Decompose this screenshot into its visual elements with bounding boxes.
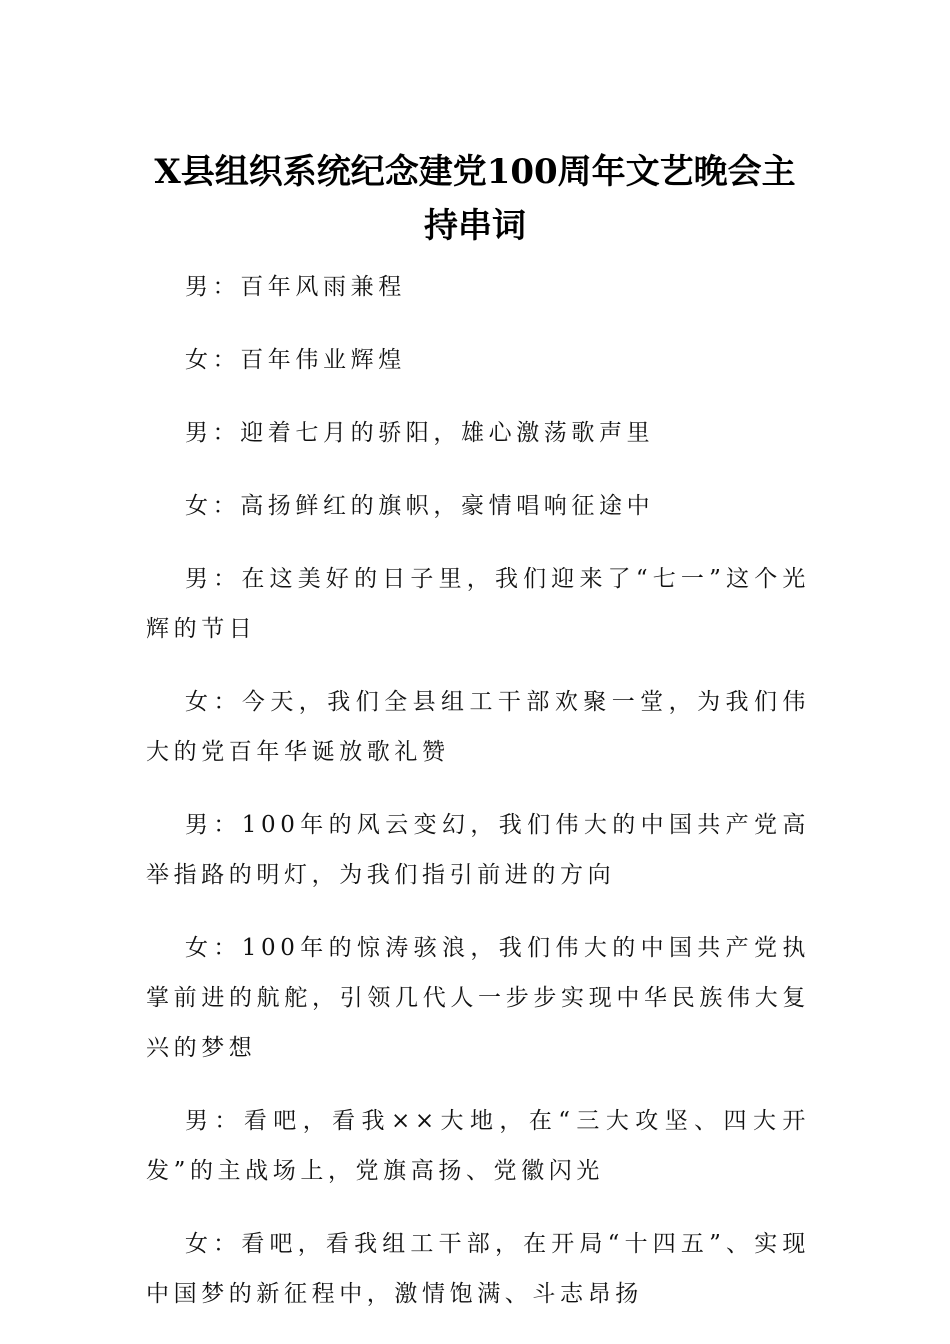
script-line bbox=[146, 262, 810, 312]
line-text: 今天，我们全县组工干部欢聚一堂，为我们伟大的党百年华诞放歌礼赞 bbox=[146, 689, 811, 765]
script-line bbox=[146, 335, 810, 385]
script-line bbox=[146, 481, 810, 531]
line-text: 百年伟业辉煌 bbox=[240, 347, 406, 373]
line-text: 迎着七月的骄阳，雄心激荡歌声里 bbox=[240, 420, 655, 446]
script-line bbox=[146, 1219, 810, 1319]
line-text: 看吧，看我××大地，在“三大攻坚、四大开发”的主战场上，党旗高扬、党徽闪光 bbox=[146, 1108, 810, 1184]
line-text: 看吧，看我组工干部，在开局“十四五”、实现中国梦的新征程中，激情饱满、斗志昂扬 bbox=[146, 1231, 810, 1307]
line-text: 高扬鲜红的旗帜，豪情唱响征途中 bbox=[240, 493, 655, 519]
document-title: X县组织系统纪念建党100周年文艺晚会主持串词 bbox=[154, 152, 796, 246]
speaker-label: 女： bbox=[185, 689, 242, 715]
document-body bbox=[146, 262, 810, 1342]
script-line bbox=[146, 923, 810, 1073]
speaker-label: 女： bbox=[185, 1231, 242, 1257]
speaker-label: 男： bbox=[185, 812, 242, 838]
speaker-label: 男： bbox=[185, 274, 241, 300]
line-text: 100年的风云变幻，我们伟大的中国共产党高举指路的明灯，为我们指引前进的方向 bbox=[146, 812, 811, 888]
script-line bbox=[146, 408, 810, 458]
script-line bbox=[146, 554, 810, 654]
script-line bbox=[146, 1096, 810, 1196]
script-line bbox=[146, 677, 810, 777]
speaker-label: 男： bbox=[185, 566, 242, 592]
line-text: 100年的惊涛骇浪，我们伟大的中国共产党执掌前进的航舵，引领几代人一步步实现中华民族伟大复兴的梦想 bbox=[146, 935, 811, 1061]
script-line bbox=[146, 800, 810, 900]
line-text: 百年风雨兼程 bbox=[240, 274, 406, 300]
speaker-label: 男： bbox=[185, 1108, 244, 1134]
speaker-label: 女： bbox=[185, 935, 242, 961]
speaker-label: 男： bbox=[185, 420, 241, 446]
speaker-label: 女： bbox=[185, 347, 241, 373]
speaker-label: 女： bbox=[185, 493, 241, 519]
line-text: 在这美好的日子里，我们迎来了“七一”这个光辉的节日 bbox=[146, 566, 810, 642]
